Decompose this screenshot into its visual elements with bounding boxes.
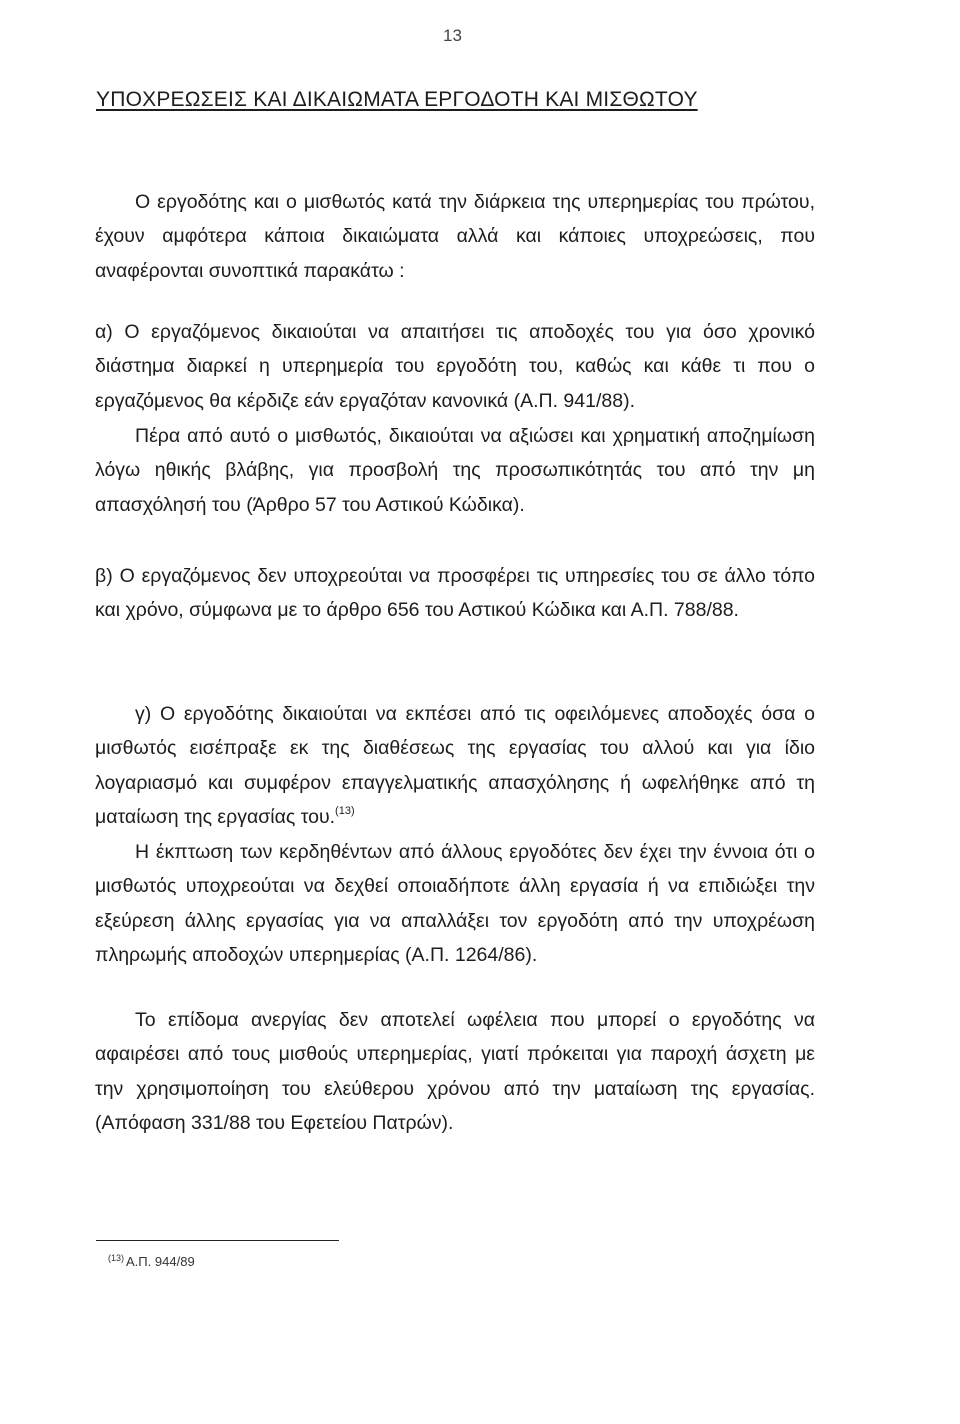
paragraph-a-moral-damage: Πέρα από αυτό ο μισθωτός, δικαιούται να αξιώσει και χρηματική αποζημίωση λόγω ηθικής βλάβης, για προσβολή της προσωπικότητάς του από την μη απασχόλησή του (Άρθρο 57 του Αστικού Κώδικα). xyxy=(95,425,815,516)
footnote-reference: (13) xyxy=(335,805,355,818)
footnote xyxy=(108,1254,195,1269)
paragraph-b: β) Ο εργαζόμενος δεν υποχρεούται να προσφέρει τις υπηρεσίες του σε άλλο τόπο και χρόνο, σύμφωνα με το άρθρο 656 του Αστικού Κώδικα και Α.Π. 788/88. xyxy=(95,565,815,622)
paragraph-c-deduction-text: γ) Ο εργοδότης δικαιούται να εκπέσει από τις οφειλόμενες αποδοχές όσα ο μισθωτός εισέπραξε εκ της διαθέσεως της εργασίας του αλλού και για ίδιο λογαριασμό και συμφέρον επαγγελματικής απασχόλησης ή ωφελήθηκε από τη ματαίωση της εργασίας του. xyxy=(95,703,815,829)
footnote-divider xyxy=(96,1240,339,1241)
paragraph-intro: Ο εργοδότης και ο μισθωτός κατά την διάρκεια της υπερημερίας του πρώτου, έχουν αμφότερα κάποια δικαιώματα αλλά και κάποιες υποχρεώσεις, που αναφέρονται συνοπτικά παρακάτω : xyxy=(95,191,815,282)
paragraph-a-claim: α) Ο εργαζόμενος δικαιούται να απαιτήσει τις αποδοχές του για όσο χρονικό διάστημα διαρκεί η υπερημερία του εργοδότη του, καθώς και κάθε τι που ο εργαζόμενος θα κέρδιζε εάν εργαζόταν κανονικά (Α.Π. 941/88). xyxy=(95,321,815,412)
page-number: 13 xyxy=(443,26,462,45)
footnote-marker: (13) xyxy=(108,1253,125,1263)
footnote-text: Α.Π. 944/89 xyxy=(126,1254,195,1269)
page-title: ΥΠΟΧΡΕΩΣΕΙΣ ΚΑΙ ΔΙΚΑΙΩΜΑΤΑ ΕΡΓΟΔΟΤΗ ΚΑΙ ΜΙΣΘΩΤΟΥ xyxy=(96,88,698,111)
paragraph-c-other-employers: Η έκπτωση των κερδηθέντων από άλλους εργοδότες δεν έχει την έννοια ότι ο μισθωτός υποχρεούται να δεχθεί οποιαδήποτε άλλη εργασία ή να επιδιώξει την εξεύρεση άλλης εργασίας για να απαλλάξει τον εργοδότη από την υποχρέωση πληρωμής αποδοχών υπερημερίας (Α.Π. 1264/86). xyxy=(95,841,815,967)
paragraph-c-deduction xyxy=(95,697,815,835)
paragraph-c-unemployment-benefit: Το επίδομα ανεργίας δεν αποτελεί ωφέλεια που μπορεί ο εργοδότης να αφαιρέσει από τους μισθούς υπερημερίας, γιατί πρόκειται για παροχή άσχετη με την χρησιμοποίηση του ελεύθερου χρόνου από την ματαίωση της εργασίας. (Απόφαση 331/88 του Εφετείου Πατρών). xyxy=(95,1009,815,1135)
